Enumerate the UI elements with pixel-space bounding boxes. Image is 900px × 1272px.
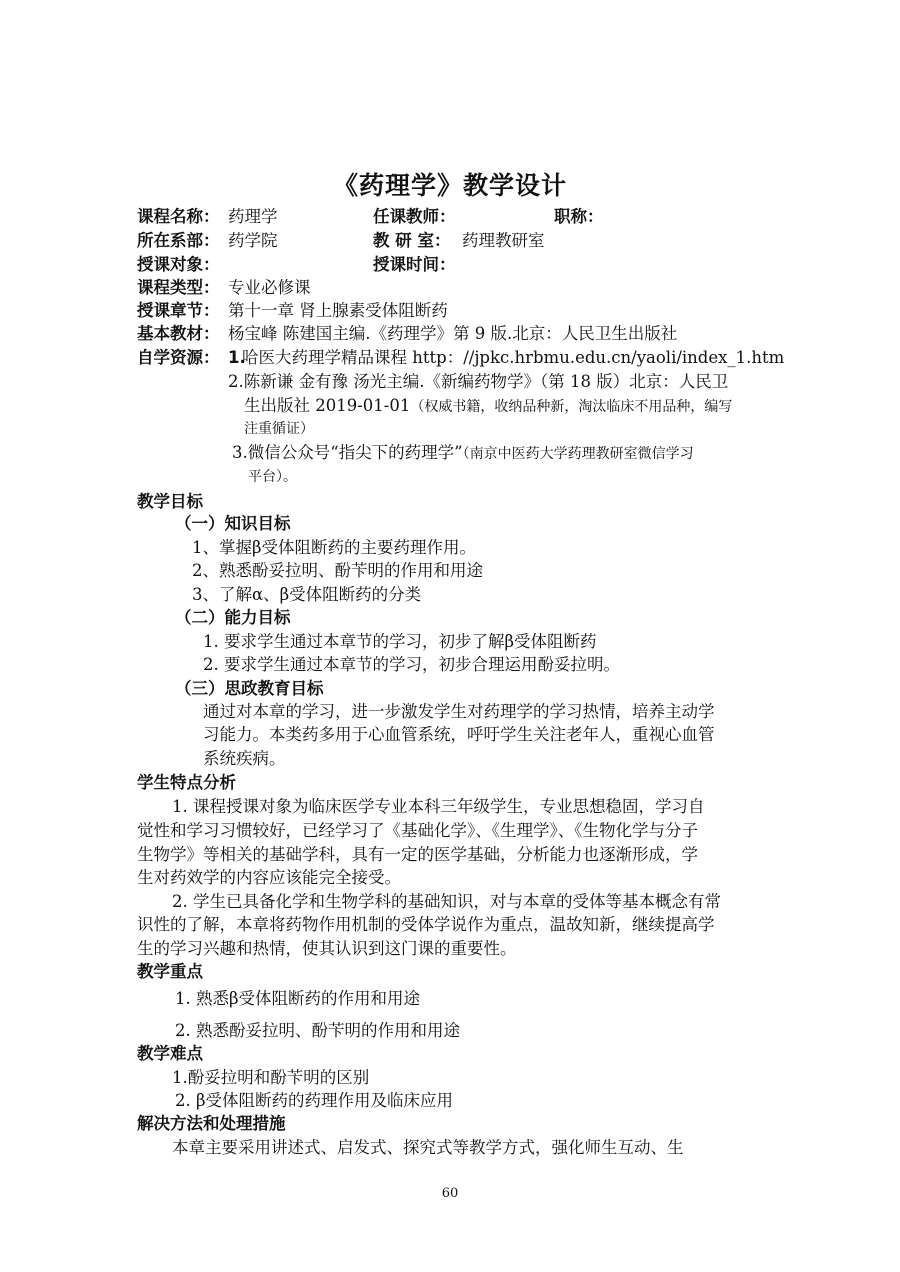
methods-line-1: 本章主要采用讲述式、启发式、探究式等教学方式，强化师生互动、生 — [172, 1138, 684, 1157]
methods-heading: 解决方法和处理措施 — [137, 1114, 286, 1133]
chapter: 第十一章 肾上腺素受体阻断药 — [228, 301, 448, 320]
key-points-heading: 教学重点 — [137, 962, 203, 981]
ability-goals-heading: （二）能力目标 — [175, 608, 291, 627]
dept-label: 所在系部： — [137, 231, 220, 250]
resource-2-line-2: 生出版社 2019-01-01（权威书籍，收纳品种新，淘汰临床不用品种，编写 — [244, 396, 733, 415]
ideology-line-1: 通过对本章的学习，进一步激发学生对药理学的学习热情，培养主动学 — [203, 702, 715, 721]
resource-3-line-1: 3.微信公众号“指尖下的药理学”（南京中医药大学药理教研室微信学习 — [232, 443, 694, 462]
knowledge-goal-3: 3、了解α、β受体阻断药的分类 — [192, 585, 422, 604]
office-label: 教 研 室： — [373, 231, 451, 250]
knowledge-goal-1: 1、掌握β受体阻断药的主要药理作用。 — [192, 538, 477, 557]
textbook-label: 基本教材： — [137, 324, 220, 343]
chapter-label: 授课章节： — [137, 301, 220, 320]
students-line-6: 识性的了解，本章将药物作用机制的受体学说作为重点，温故知新，继续提高学 — [137, 915, 715, 934]
knowledge-goals-heading: （一）知识目标 — [175, 514, 291, 533]
course-name-label: 课程名称： — [137, 207, 220, 226]
goals-heading: 教学目标 — [137, 492, 203, 511]
course-name: 药理学 — [228, 207, 278, 226]
ideology-goals-heading: （三）思政教育目标 — [175, 679, 324, 698]
students-line-7: 生的学习兴趣和热情，使其认识到这门课的重要性。 — [137, 939, 517, 958]
resource-2-line-3: 注重循证） — [244, 421, 314, 437]
ideology-line-3: 系统疾病。 — [203, 749, 286, 768]
teacher-label: 任课教师： — [373, 207, 456, 226]
resource-3-line-2: 平台）。 — [248, 469, 297, 485]
students-heading: 学生特点分析 — [137, 773, 236, 792]
audience-label: 授课对象： — [137, 255, 220, 274]
job-title-label: 职称： — [554, 207, 604, 226]
ability-goal-1: 1. 要求学生通过本章节的学习，初步了解β受体阻断药 — [203, 632, 597, 651]
difficulties-heading: 教学难点 — [137, 1044, 203, 1063]
textbook: 杨宝峰 陈建国主编.《药理学》第 9 版.北京：人民卫生出版社 — [228, 324, 678, 343]
students-line-5: 2. 学生已具备化学和生物学科的基础知识，对与本章的受体等基本概念有常 — [172, 892, 721, 911]
resource-2-line-1: 2.陈新谦 金有豫 汤光主编.《新编药物学》（第 18 版）北京：人民卫 — [228, 372, 729, 391]
ability-goal-2: 2. 要求学生通过本章节的学习，初步合理运用酚妥拉明。 — [203, 655, 620, 674]
difficulty-2: 2. β受体阻断药的药理作用及临床应用 — [175, 1091, 454, 1110]
time-label: 授课时间： — [373, 255, 456, 274]
key-point-2: 2. 熟悉酚妥拉明、酚苄明的作用和用途 — [175, 1021, 460, 1040]
page-number: 60 — [441, 1186, 459, 1201]
students-line-3: 生物学》等相关的基础学科，具有一定的医学基础，分析能力也逐渐形成，学 — [137, 845, 698, 864]
students-line-4: 生对药效学的内容应该能完全接受。 — [137, 868, 401, 887]
dept: 药学院 — [228, 231, 278, 250]
resource-1-number: 1. — [228, 348, 246, 367]
office: 药理教研室 — [462, 231, 545, 250]
students-line-1: 1. 课程授课对象为临床医学专业本科三年级学生，专业思想稳固，学习自 — [172, 797, 705, 816]
students-line-2: 觉性和学习习惯较好，已经学习了《基础化学》、《生理学》、《生物化学与分子 — [137, 821, 698, 840]
knowledge-goal-2: 2、熟悉酚妥拉明、酚苄明的作用和用途 — [192, 561, 483, 580]
page-title: 《药理学》教学设计 — [332, 171, 567, 200]
ideology-line-2: 习能力。本类药多用于心血管系统，呼吁学生关注老年人，重视心血管 — [203, 725, 715, 744]
course-type-label: 课程类型： — [137, 278, 220, 297]
key-point-1: 1. 熟悉β受体阻断药的作用和用途 — [175, 989, 421, 1008]
course-type: 专业必修课 — [228, 278, 311, 297]
difficulty-1: 1.酚妥拉明和酚苄明的区别 — [172, 1068, 370, 1087]
resource-1: 哈医大药理学精品课程 http：//jpkc.hrbmu.edu.cn/yaoli/index_1.htm — [242, 348, 785, 367]
resources-label: 自学资源： — [137, 348, 220, 367]
